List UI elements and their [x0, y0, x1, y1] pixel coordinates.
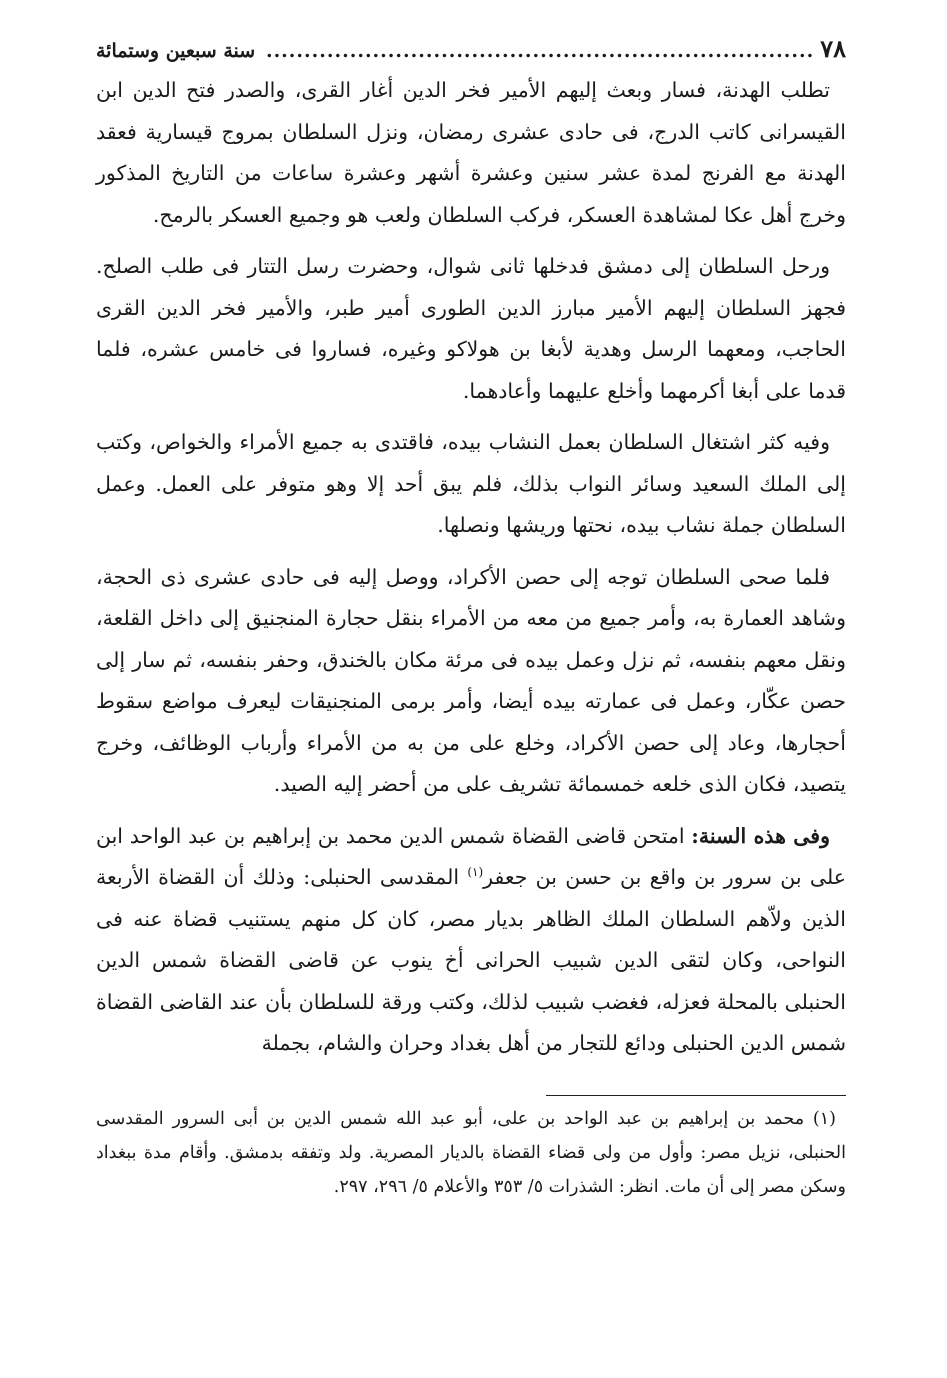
running-header [96, 32, 846, 66]
paragraph-2: ورحل السلطان إلى دمشق فدخلها ثانى شوال، وحضرت رسل التتار فى طلب الصلح. فجهز السلطان إليهم الأمير مبارز الدين الطورى أمير طبر، والأمير فخر الدين القرى الحاجب، ومعهما الرسل وهدية لأبغا بن هولاكو وغيره، فساروا فى خامس عشره، فلما قدما على أبغا أكرمهما وأخلع عليهما وأعادهما. [96, 254, 846, 403]
section-lead-in: وفى هذه السنة: [691, 823, 830, 848]
footnote-reference: (١) [467, 865, 484, 880]
footnote-divider [546, 1095, 846, 1096]
paragraph-5-text-after: المقدسى الحنبلى: وذلك أن القضاة الأربعة الذين ولاّهم السلطان الملك الظاهر بديار مصر، كان كل منهم يستنيب قضاة عنه فى النواحى، وكان لتقى الدين شبيب الحرانى أخ ينوب عن قاضى القضاة شمس الدين الحنبلى بالمحلة فعزله، فغضب شبيب لذلك، وكتب ورقة للسلطان بأن عند القاضى القضاة شمس الدين الحنبلى ودائع للتجار من أهل بغداد وحران والشام، بجملة [96, 865, 846, 1055]
paragraph-5 [96, 816, 846, 1065]
paragraph-1: تطلب الهدنة، فسار وبعث إليهم الأمير فخر الدين أغار القرى، والصدر فتح الدين ابن القيسرانى كاتب الدرج، فى حادى عشرى رمضان، ونزل السلطان بمروج قيسارية فعقد الهدنة مع الفرنج لمدة عشر سنين وعشرة أشهر وعشرة ساعات من التاريخ المذكور وخرج أهل عكا لمشاهدة العسكر، فركب السلطان ولعب هو وجميع العسكر بالرمح. [96, 78, 846, 227]
paragraph-3: وفيه كثر اشتغال السلطان بعمل النشاب بيده، فاقتدى به جميع الأمراء والخواص، وكتب إلى الملك السعيد وسائر النواب بذلك، فلم يبق أحد إلا وهو متوفر على العمل. وعمل السلطان جملة نشاب بيده، نحتها وريشها ونصلها. [96, 430, 846, 537]
page-number: ٧٨ [820, 34, 846, 63]
paragraph-4: فلما صحى السلطان توجه إلى حصن الأكراد، ووصل إليه فى حادى عشرى ذى الحجة، وشاهد العمارة به، وأمر جميع من معه من الأمراء بنقل حجارة المنجنيق إلى داخل القلعة، ونقل معهم بنفسه، ثم نزل وعمل بيده فى مرئة مكان بالخندق، وحفر بنفسه، ثم سار إلى حصن عكّار، وعمل فى عمارته بيده أيضا، وأمر برمى المنجنيقات ليعرف مواضع سقوط أحجارها، وعاد إلى حصن الأكراد، وخلع على من به من الأمراء وأرباب الوظائف، وخرج يتصيد، فكان الذى خلعه خمسمائة تشريف على من أحضر إليه الصيد. [96, 564, 846, 796]
paragraph-5-text-before: امتحن قاضى القضاة شمس الدين محمد بن إبراهيم بن عبد الواحد ابن على بن سرور بن واقع بن حسن بن جعفر [96, 823, 846, 889]
running-header-title: سنة سبعين وستمائة [96, 40, 256, 62]
dotted-leader: ........................................................................ [265, 40, 815, 62]
footnote: (١) محمد بن إبراهيم بن عبد الواحد بن على، أبو عبد الله شمس الدين بن أبى السرور المقدسى الحنبلى، نزيل مصر: وأول من ولى قضاء القضاة بالديار المصرية. ولد وتفقه بدمشق. وأقام مدة ببغداد وسكن مصر إلى أن مات. انظر: الشذرات ٥/ ٣٥٣ والأعلام ٥/ ٢٩٦، ٢٩٧. [96, 1108, 846, 1197]
book-page [96, 32, 846, 1204]
